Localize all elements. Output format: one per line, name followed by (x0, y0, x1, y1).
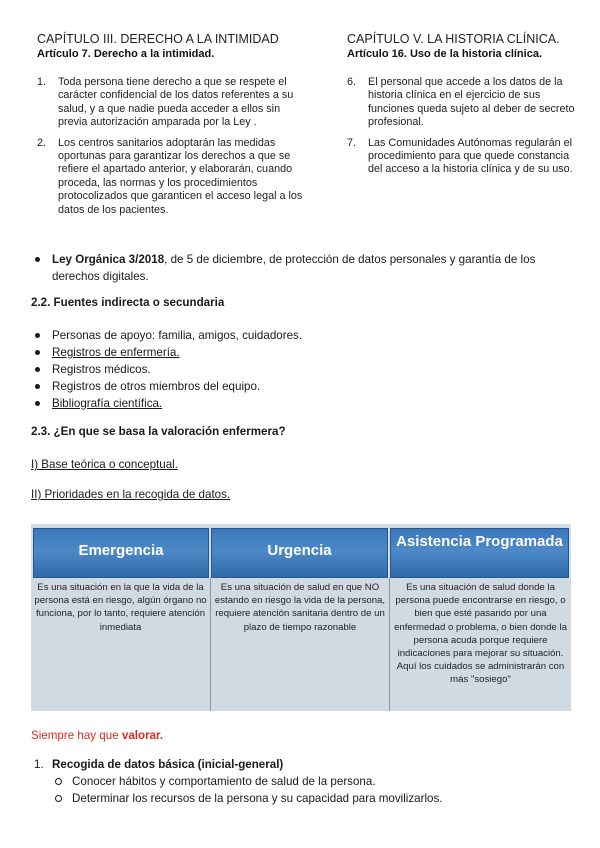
recogida-heading: 1. Recogida de datos básica (inicial-general) (34, 758, 284, 771)
fuentes-list (31, 327, 531, 412)
list-item: 7. Las Comunidades Autónomas regularán el procedimiento para que quede constancia del acceso a la historia clínica y de su uso. (347, 136, 573, 176)
cell-asistencia-programada: Es una situación de salud donde la persona puede encontrarse en riesgo, o bien que esté pasando por una enfermedad o problema, o bien donde la persona acuda porque requiere indicaciones para mejorar su situación. Aquí los cuidados se administrarán con más "sosiego" (389, 578, 571, 711)
prioridades-table (31, 524, 571, 711)
section-22-heading: 2.2. Fuentes indirecta o secundaria (31, 296, 225, 309)
header-emergencia: Emergencia (33, 528, 209, 578)
capitulo-iii-title: CAPÍTULO III. DERECHO A LA INTIMIDAD (37, 32, 279, 46)
cell-emergencia: Es una situación en la que la vida de la persona está en riesgo, algún órgano no funciona, por lo tanto, requiere atención inmediata (31, 578, 210, 711)
list-item: Registros médicos. (31, 361, 531, 378)
list-item: Conocer hábitos y comportamiento de salud de la persona. (52, 773, 571, 790)
list-item: Ley Orgánica 3/2018, de 5 de diciembre, de protección de datos personales y garantía de los derechos digitales. (31, 251, 573, 285)
recogida-list (52, 773, 571, 807)
recogida-datos (31, 756, 571, 807)
base-teorica-link[interactable]: I) Base teórica o conceptual. (31, 458, 178, 471)
capitulo-iii-list (37, 76, 307, 217)
list-item: 2. Los centros sanitarios adoptarán las medidas oportunas para garantizar los derechos a que se refiere el apartado anterior, y elaborarán, cuando proceda, las normas y los procedimientos protocolizados que garanticen el acceso legal a los datos de los pacientes. (37, 136, 303, 216)
capitulo-v (347, 32, 579, 184)
list-item: 6. El personal que accede a los datos de la historia clínica en el ejercicio de sus funciones queda sujeto al deber de secreto profesional. (347, 76, 575, 129)
section-23-heading: 2.3. ¿En que se basa la valoración enfermera? (31, 425, 286, 438)
ley-organica (31, 251, 573, 285)
capitulo-v-list (347, 76, 579, 177)
capitulo-iii-subtitle: Artículo 7. Derecho a la intimidad. (37, 48, 215, 60)
cell-urgencia: Es una situación de salud en que NO estando en riesgo la vida de la persona, requiere atención sanitaria dentro de un plazo de tiempo razonable (210, 578, 389, 711)
capitulo-v-subtitle: Artículo 16. Uso de la historia clínica. (347, 48, 543, 60)
capitulo-v-title: CAPÍTULO V. LA HISTORIA CLÍNICA. (347, 32, 560, 46)
prioridades-link[interactable]: II) Prioridades en la recogida de datos. (31, 488, 231, 501)
list-item-link[interactable]: Bibliografía científica. (31, 395, 531, 412)
capitulo-iii (37, 32, 307, 224)
list-item: Determinar los recursos de la persona y su capacidad para movilizarlos. (52, 790, 571, 807)
list-item: Personas de apoyo: familia, amigos, cuidadores. (31, 327, 531, 344)
header-asistencia-programada: Asistencia Programada (390, 528, 569, 578)
list-item: 1. Toda persona tiene derecho a que se respete el carácter confidencial de los datos referentes a su salud, y a que nadie pueda acceder a ellos sin previa autorización amparada por la Ley . (37, 76, 294, 129)
header-urgencia: Urgencia (211, 528, 388, 578)
siempre-valorar: Siempre hay que valorar. (31, 729, 164, 742)
list-item-link[interactable]: Registros de enfermería. (31, 344, 531, 361)
list-item: Registros de otros miembros del equipo. (31, 378, 531, 395)
